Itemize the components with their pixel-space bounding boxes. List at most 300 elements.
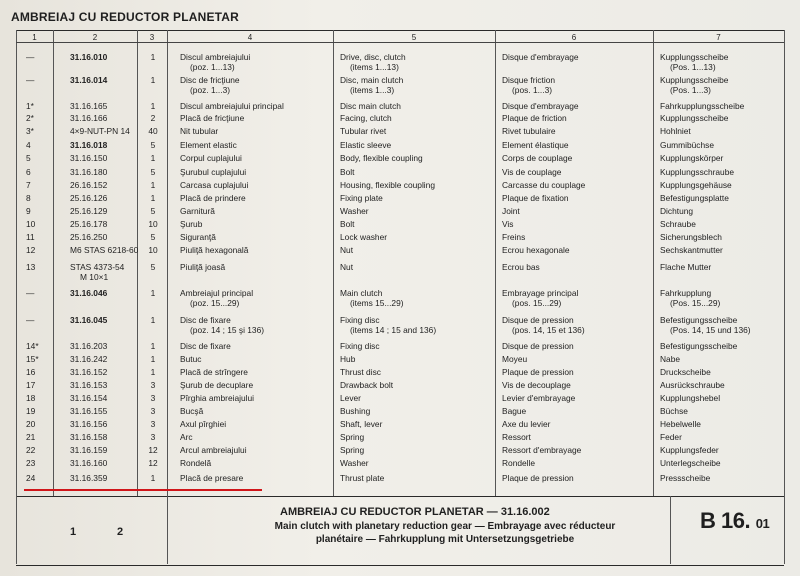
- name-german: [660, 245, 723, 255]
- part-code-line: 31.16.166: [70, 113, 108, 123]
- part-code-line: 26.16.152: [70, 180, 108, 190]
- name-french-line: Plaque de pression: [502, 367, 574, 377]
- part-code: [70, 180, 140, 190]
- name-french-line: Disque friction: [502, 75, 556, 85]
- column-number: 3: [149, 33, 155, 42]
- part-code: [70, 101, 140, 111]
- name-french: [502, 458, 535, 468]
- part-code-line: 31.16.203: [70, 341, 108, 351]
- name-german-line: Kupplungskörper: [660, 153, 724, 163]
- name-german: [660, 193, 729, 203]
- position-number-line: 4: [26, 140, 31, 150]
- part-code: [70, 245, 140, 255]
- name-english: [340, 315, 436, 335]
- name-german-line: Hebelwelle: [660, 419, 701, 429]
- name-german: [660, 262, 711, 272]
- name-english-line: Body, flexible coupling: [340, 153, 423, 163]
- name-english-line: Washer: [340, 458, 369, 468]
- name-french: [502, 232, 525, 242]
- name-french: [502, 167, 561, 177]
- part-code: [70, 354, 140, 364]
- quantity: [144, 167, 162, 177]
- name-german-line: Schraube: [660, 219, 696, 229]
- quantity: [144, 180, 162, 190]
- part-code: [70, 206, 140, 216]
- name-romanian-line: Carcasa cuplajului: [180, 180, 249, 190]
- name-romanian-line: Şurub de decuplare: [180, 380, 254, 390]
- quantity-line: 3: [150, 393, 156, 403]
- position-number-line: 22: [26, 445, 36, 455]
- position-number-line: 10: [26, 219, 36, 229]
- part-code: [70, 393, 140, 403]
- name-german-line: (Pos. 1...3): [670, 85, 711, 95]
- quantity-line: 3: [150, 419, 156, 429]
- name-french-line: Disque de pression: [502, 341, 574, 351]
- name-german: [660, 153, 723, 163]
- name-french-line: Disque d'embrayage: [502, 52, 579, 62]
- position-number-line: —: [26, 288, 35, 298]
- quantity: [144, 473, 162, 483]
- name-german-line: Druckscheibe: [660, 367, 711, 377]
- footer-number-right: 2: [117, 526, 124, 538]
- name-german-line: Kupplungsgehäuse: [660, 180, 732, 190]
- position-number: [26, 219, 52, 229]
- position-number-line: —: [26, 315, 35, 325]
- part-code-line: 31.16.010: [70, 52, 108, 62]
- page-reference-main: B 16.: [700, 508, 751, 533]
- name-french: [502, 193, 569, 203]
- quantity-line: 5: [150, 140, 156, 150]
- name-french: [502, 206, 520, 216]
- part-code: [70, 113, 140, 123]
- column-divider: [784, 30, 785, 496]
- position-number: [26, 167, 52, 177]
- name-romanian-line: Garnitură: [180, 206, 215, 216]
- position-number: [26, 101, 52, 111]
- name-english-line: (items 1...3): [350, 85, 395, 95]
- name-french: [502, 52, 579, 62]
- quantity-line: 3: [150, 432, 156, 442]
- column-number: 6: [571, 33, 577, 42]
- name-french-line: Levier d'embrayage: [502, 393, 576, 403]
- position-number-line: 15*: [26, 354, 39, 364]
- name-english-line: Fixing disc: [340, 315, 380, 325]
- name-german-line: Kupplungsfeder: [660, 445, 719, 455]
- name-romanian-line: (poz. 1...13): [190, 62, 235, 72]
- name-romanian-line: Ambreiajul principal: [180, 288, 254, 298]
- name-german-line: (Pos. 15...29): [670, 298, 721, 308]
- name-english-line: Hub: [340, 354, 356, 364]
- name-french-line: Rivet tubulaire: [502, 126, 556, 136]
- name-romanian-line: Placă de presare: [180, 473, 244, 483]
- position-number: [26, 288, 52, 298]
- quantity: [144, 206, 162, 216]
- part-code-line: 31.16.045: [70, 315, 108, 325]
- name-romanian-line: Pîrghia ambreiajului: [180, 393, 255, 403]
- name-french-line: Vis de couplage: [502, 167, 562, 177]
- position-number: [26, 153, 52, 163]
- part-code-line: 25.16.126: [70, 193, 108, 203]
- quantity-line: 1: [150, 153, 156, 163]
- quantity: [144, 193, 162, 203]
- position-number-line: 18: [26, 393, 36, 403]
- name-english-line: Shaft, lever: [340, 419, 383, 429]
- name-english: [340, 432, 364, 442]
- name-german: [660, 140, 714, 150]
- position-number-line: 14*: [26, 341, 39, 351]
- position-number: [26, 445, 52, 455]
- name-german-line: Dichtung: [660, 206, 694, 216]
- name-german: [660, 180, 732, 190]
- quantity-line: 1: [150, 367, 156, 377]
- name-french: [502, 393, 575, 403]
- name-english: [340, 232, 387, 242]
- name-romanian: [180, 75, 240, 95]
- name-english: [340, 180, 435, 190]
- name-english-line: Bushing: [340, 406, 371, 416]
- name-romanian-line: Siguranţă: [180, 232, 216, 242]
- name-german: [660, 113, 728, 123]
- position-number: [26, 245, 52, 255]
- name-german-line: Sicherungsblech: [660, 232, 722, 242]
- name-romanian: [180, 419, 226, 429]
- header-divider: [16, 42, 784, 43]
- position-number: [26, 262, 52, 272]
- name-english: [340, 473, 384, 483]
- part-code: [70, 193, 140, 203]
- quantity: [144, 315, 162, 325]
- name-french: [502, 367, 574, 377]
- name-german: [660, 419, 701, 429]
- name-romanian-line: Arcul ambreiajului: [180, 445, 247, 455]
- name-french: [502, 126, 556, 136]
- position-number: [26, 473, 52, 483]
- position-number-line: 1*: [26, 101, 34, 111]
- column-divider: [495, 30, 496, 496]
- part-code-line: 31.16.046: [70, 288, 108, 298]
- part-code-line: 31.16.159: [70, 445, 108, 455]
- name-french: [502, 180, 585, 190]
- column-number: 2: [92, 33, 98, 42]
- name-french: [502, 101, 579, 111]
- name-romanian: [180, 315, 264, 335]
- position-number: [26, 315, 52, 325]
- name-german-line: Befestigungsscheibe: [660, 341, 738, 351]
- part-code: [70, 153, 140, 163]
- position-number: [26, 354, 52, 364]
- quantity: [144, 341, 162, 351]
- part-code: [70, 288, 140, 298]
- part-code-line: 31.16.165: [70, 101, 108, 111]
- name-german-line: Fahrkupplung: [660, 288, 712, 298]
- name-english-line: Drive, disc, clutch: [340, 52, 406, 62]
- part-code: [70, 52, 140, 62]
- name-english: [340, 288, 404, 308]
- name-english-line: Elastic sleeve: [340, 140, 392, 150]
- name-french: [502, 419, 550, 429]
- name-romanian: [180, 126, 218, 136]
- quantity: [144, 458, 162, 468]
- name-english: [340, 380, 393, 390]
- name-english: [340, 167, 354, 177]
- footer-divider: [167, 496, 168, 564]
- name-english: [340, 445, 364, 455]
- name-german: [660, 206, 693, 216]
- part-code-line: 25.16.250: [70, 232, 108, 242]
- name-german-line: Kupplungsscheibe: [660, 113, 729, 123]
- name-english-line: Drawback bolt: [340, 380, 394, 390]
- part-code-line: STAS 4373-54: [70, 262, 125, 272]
- name-romanian-line: Şurubul cuplajului: [180, 167, 247, 177]
- quantity-line: 3: [150, 380, 156, 390]
- part-code-line: 31.16.153: [70, 380, 108, 390]
- name-french-line: Ecrou hexagonale: [502, 245, 570, 255]
- name-english: [340, 262, 353, 272]
- name-romanian-line: Placă de strîngere: [180, 367, 248, 377]
- quantity-line: 40: [148, 126, 158, 136]
- name-english: [340, 126, 386, 136]
- position-number: [26, 52, 52, 62]
- name-french: [502, 432, 531, 442]
- name-german-line: Büchse: [660, 406, 688, 416]
- name-german: [660, 341, 737, 351]
- name-romanian-line: (poz. 1...3): [190, 85, 231, 95]
- quantity: [144, 367, 162, 377]
- quantity: [144, 101, 162, 111]
- part-code: [70, 75, 140, 85]
- footer-divider: [784, 496, 785, 564]
- name-german: [660, 406, 688, 416]
- column-divider: [167, 30, 168, 496]
- part-code: [70, 140, 140, 150]
- name-romanian: [180, 432, 193, 442]
- name-romanian: [180, 140, 237, 150]
- name-french-line: Rondelle: [502, 458, 536, 468]
- name-english-line: Bolt: [340, 219, 355, 229]
- quantity: [144, 419, 162, 429]
- name-romanian: [180, 101, 284, 111]
- column-divider: [333, 30, 334, 496]
- name-german-line: Pressscheibe: [660, 473, 711, 483]
- name-french: [502, 75, 555, 95]
- quantity-line: 10: [148, 245, 158, 255]
- name-french: [502, 219, 513, 229]
- position-number-line: 17: [26, 380, 36, 390]
- name-english: [340, 140, 391, 150]
- position-number-line: —: [26, 75, 35, 85]
- name-english-line: Spring: [340, 445, 365, 455]
- part-code: [70, 380, 140, 390]
- name-german-line: (Pos. 14, 15 und 136): [670, 325, 751, 335]
- name-romanian-line: Rondelă: [180, 458, 212, 468]
- name-english: [340, 245, 353, 255]
- part-code-line: 31.16.014: [70, 75, 108, 85]
- name-german-line: Kupplungshebel: [660, 393, 721, 403]
- name-german: [660, 101, 744, 111]
- name-romanian: [180, 458, 211, 468]
- name-german: [660, 75, 728, 95]
- position-number: [26, 232, 52, 242]
- column-number: 7: [716, 33, 721, 42]
- position-number: [26, 341, 52, 351]
- quantity-line: 1: [150, 101, 156, 111]
- position-number-line: 20: [26, 419, 36, 429]
- position-number-line: 21: [26, 432, 36, 442]
- name-german: [660, 445, 719, 455]
- part-code-line: 31.16.154: [70, 393, 108, 403]
- quantity: [144, 113, 162, 123]
- name-english-line: Nut: [340, 245, 354, 255]
- quantity-line: 1: [150, 354, 156, 364]
- part-code-line: 31.16.150: [70, 153, 108, 163]
- name-german: [660, 367, 711, 377]
- name-english: [340, 393, 361, 403]
- name-romanian-line: Element elastic: [180, 140, 237, 150]
- part-code-line: 31.16.158: [70, 432, 108, 442]
- quantity-line: 2: [150, 113, 156, 123]
- name-english: [340, 406, 370, 416]
- name-german-line: Befestigungsplatte: [660, 193, 729, 203]
- name-romanian: [180, 473, 243, 483]
- name-english: [340, 367, 381, 377]
- position-number-line: 13: [26, 262, 36, 272]
- quantity: [144, 393, 162, 403]
- name-french: [502, 262, 540, 272]
- footer-subtitle: [230, 520, 660, 546]
- part-code: [70, 432, 140, 442]
- name-french-line: Disque d'embrayage: [502, 101, 579, 111]
- name-english: [340, 153, 423, 163]
- name-french-line: Ressort d'embrayage: [502, 445, 582, 455]
- name-english-line: Main clutch: [340, 288, 383, 298]
- quantity-line: 1: [150, 193, 156, 203]
- name-french-line: Plaque de pression: [502, 473, 574, 483]
- name-romanian-line: Axul pîrghiei: [180, 419, 227, 429]
- quantity: [144, 245, 162, 255]
- name-romanian-line: (poz. 15...29): [190, 298, 240, 308]
- name-english: [340, 419, 382, 429]
- part-code-line: 31.16.180: [70, 167, 108, 177]
- footer-subtitle-line: planétaire — Fahrkupplung mit Untersetzungsgetriebe: [315, 534, 575, 545]
- name-french-line: Vis de decouplage: [502, 380, 571, 390]
- name-english: [340, 219, 354, 229]
- quantity: [144, 232, 162, 242]
- name-german: [660, 473, 710, 483]
- part-code: [70, 167, 140, 177]
- quantity-line: 1: [150, 341, 156, 351]
- name-romanian: [180, 380, 253, 390]
- name-romanian: [180, 354, 201, 364]
- name-english-line: Thrust plate: [340, 473, 385, 483]
- footer-title: AMBREIAJ CU REDUCTOR PLANETAR — 31.16.002: [280, 506, 550, 518]
- name-german-line: Fahrkupplungsscheibe: [660, 101, 745, 111]
- name-english-line: Lever: [340, 393, 361, 403]
- part-code: [70, 367, 140, 377]
- name-english: [340, 341, 380, 351]
- name-french-line: (pos. 14, 15 et 136): [512, 325, 585, 335]
- position-number-line: 8: [26, 193, 31, 203]
- name-english-line: Fixing plate: [340, 193, 383, 203]
- position-number-line: 12: [26, 245, 36, 255]
- footer-subtitle-line: Main clutch with planetary reduction gear — Embrayage avec réducteur: [274, 521, 616, 532]
- quantity-line: 1: [150, 180, 156, 190]
- quantity-line: 12: [148, 458, 158, 468]
- name-french-line: Axe du levier: [502, 419, 551, 429]
- column-number: 5: [411, 33, 417, 42]
- name-german-line: Ausrückschraube: [660, 380, 725, 390]
- name-romanian: [180, 219, 202, 229]
- part-code: [70, 126, 140, 136]
- red-underline: [24, 489, 262, 491]
- position-number: [26, 206, 52, 216]
- name-german-line: Unterlegscheibe: [660, 458, 721, 468]
- name-romanian: [180, 52, 250, 72]
- position-number: [26, 180, 52, 190]
- name-romanian-line: Placă de fricţiune: [180, 113, 245, 123]
- part-code: [70, 445, 140, 455]
- part-code: [70, 341, 140, 351]
- name-romanian: [180, 206, 215, 216]
- position-number: [26, 193, 52, 203]
- quantity-line: 1: [150, 52, 156, 62]
- name-english: [340, 75, 403, 95]
- name-german: [660, 380, 725, 390]
- name-french-line: Bague: [502, 406, 527, 416]
- position-number: [26, 367, 52, 377]
- footer-number-left: 1: [70, 526, 77, 538]
- name-english: [340, 206, 369, 216]
- page-title: AMBREIAJ CU REDUCTOR PLANETAR: [11, 10, 240, 24]
- name-german: [660, 232, 722, 242]
- quantity-line: 1: [150, 473, 156, 483]
- name-romanian-line: Corpul cuplajului: [180, 153, 242, 163]
- position-number: [26, 75, 52, 85]
- name-romanian-line: Bucşă: [180, 406, 204, 416]
- position-number: [26, 393, 52, 403]
- name-english-line: Tubular rivet: [340, 126, 387, 136]
- position-number: [26, 126, 52, 136]
- name-english: [340, 458, 369, 468]
- part-code: [70, 458, 140, 468]
- name-french: [502, 288, 578, 308]
- name-romanian-line: Disc de fricţiune: [180, 75, 240, 85]
- name-romanian-line: Discul ambreiajului principal: [180, 101, 284, 111]
- position-number: [26, 432, 52, 442]
- name-english: [340, 52, 406, 72]
- part-code-line: M 10×1: [80, 272, 109, 282]
- name-german: [660, 393, 720, 403]
- name-english-line: (items 14 ; 15 and 136): [350, 325, 437, 335]
- name-french-line: Ecrou bas: [502, 262, 540, 272]
- name-french-line: Joint: [502, 206, 520, 216]
- name-romanian-line: Placă de prindere: [180, 193, 246, 203]
- name-romanian: [180, 406, 203, 416]
- name-english-line: Thrust disc: [340, 367, 381, 377]
- name-english-line: Nut: [340, 262, 354, 272]
- part-code: [70, 262, 140, 282]
- part-code: [70, 473, 140, 483]
- name-french-line: Freins: [502, 232, 526, 242]
- position-number-line: 23: [26, 458, 36, 468]
- name-romanian: [180, 288, 253, 308]
- name-french-line: (pos. 15...29): [512, 298, 562, 308]
- name-english: [340, 113, 392, 123]
- name-french: [502, 245, 570, 255]
- position-number: [26, 406, 52, 416]
- name-english-line: Facing, clutch: [340, 113, 392, 123]
- name-german-line: Befestigungsscheibe: [660, 315, 738, 325]
- part-code: [70, 219, 140, 229]
